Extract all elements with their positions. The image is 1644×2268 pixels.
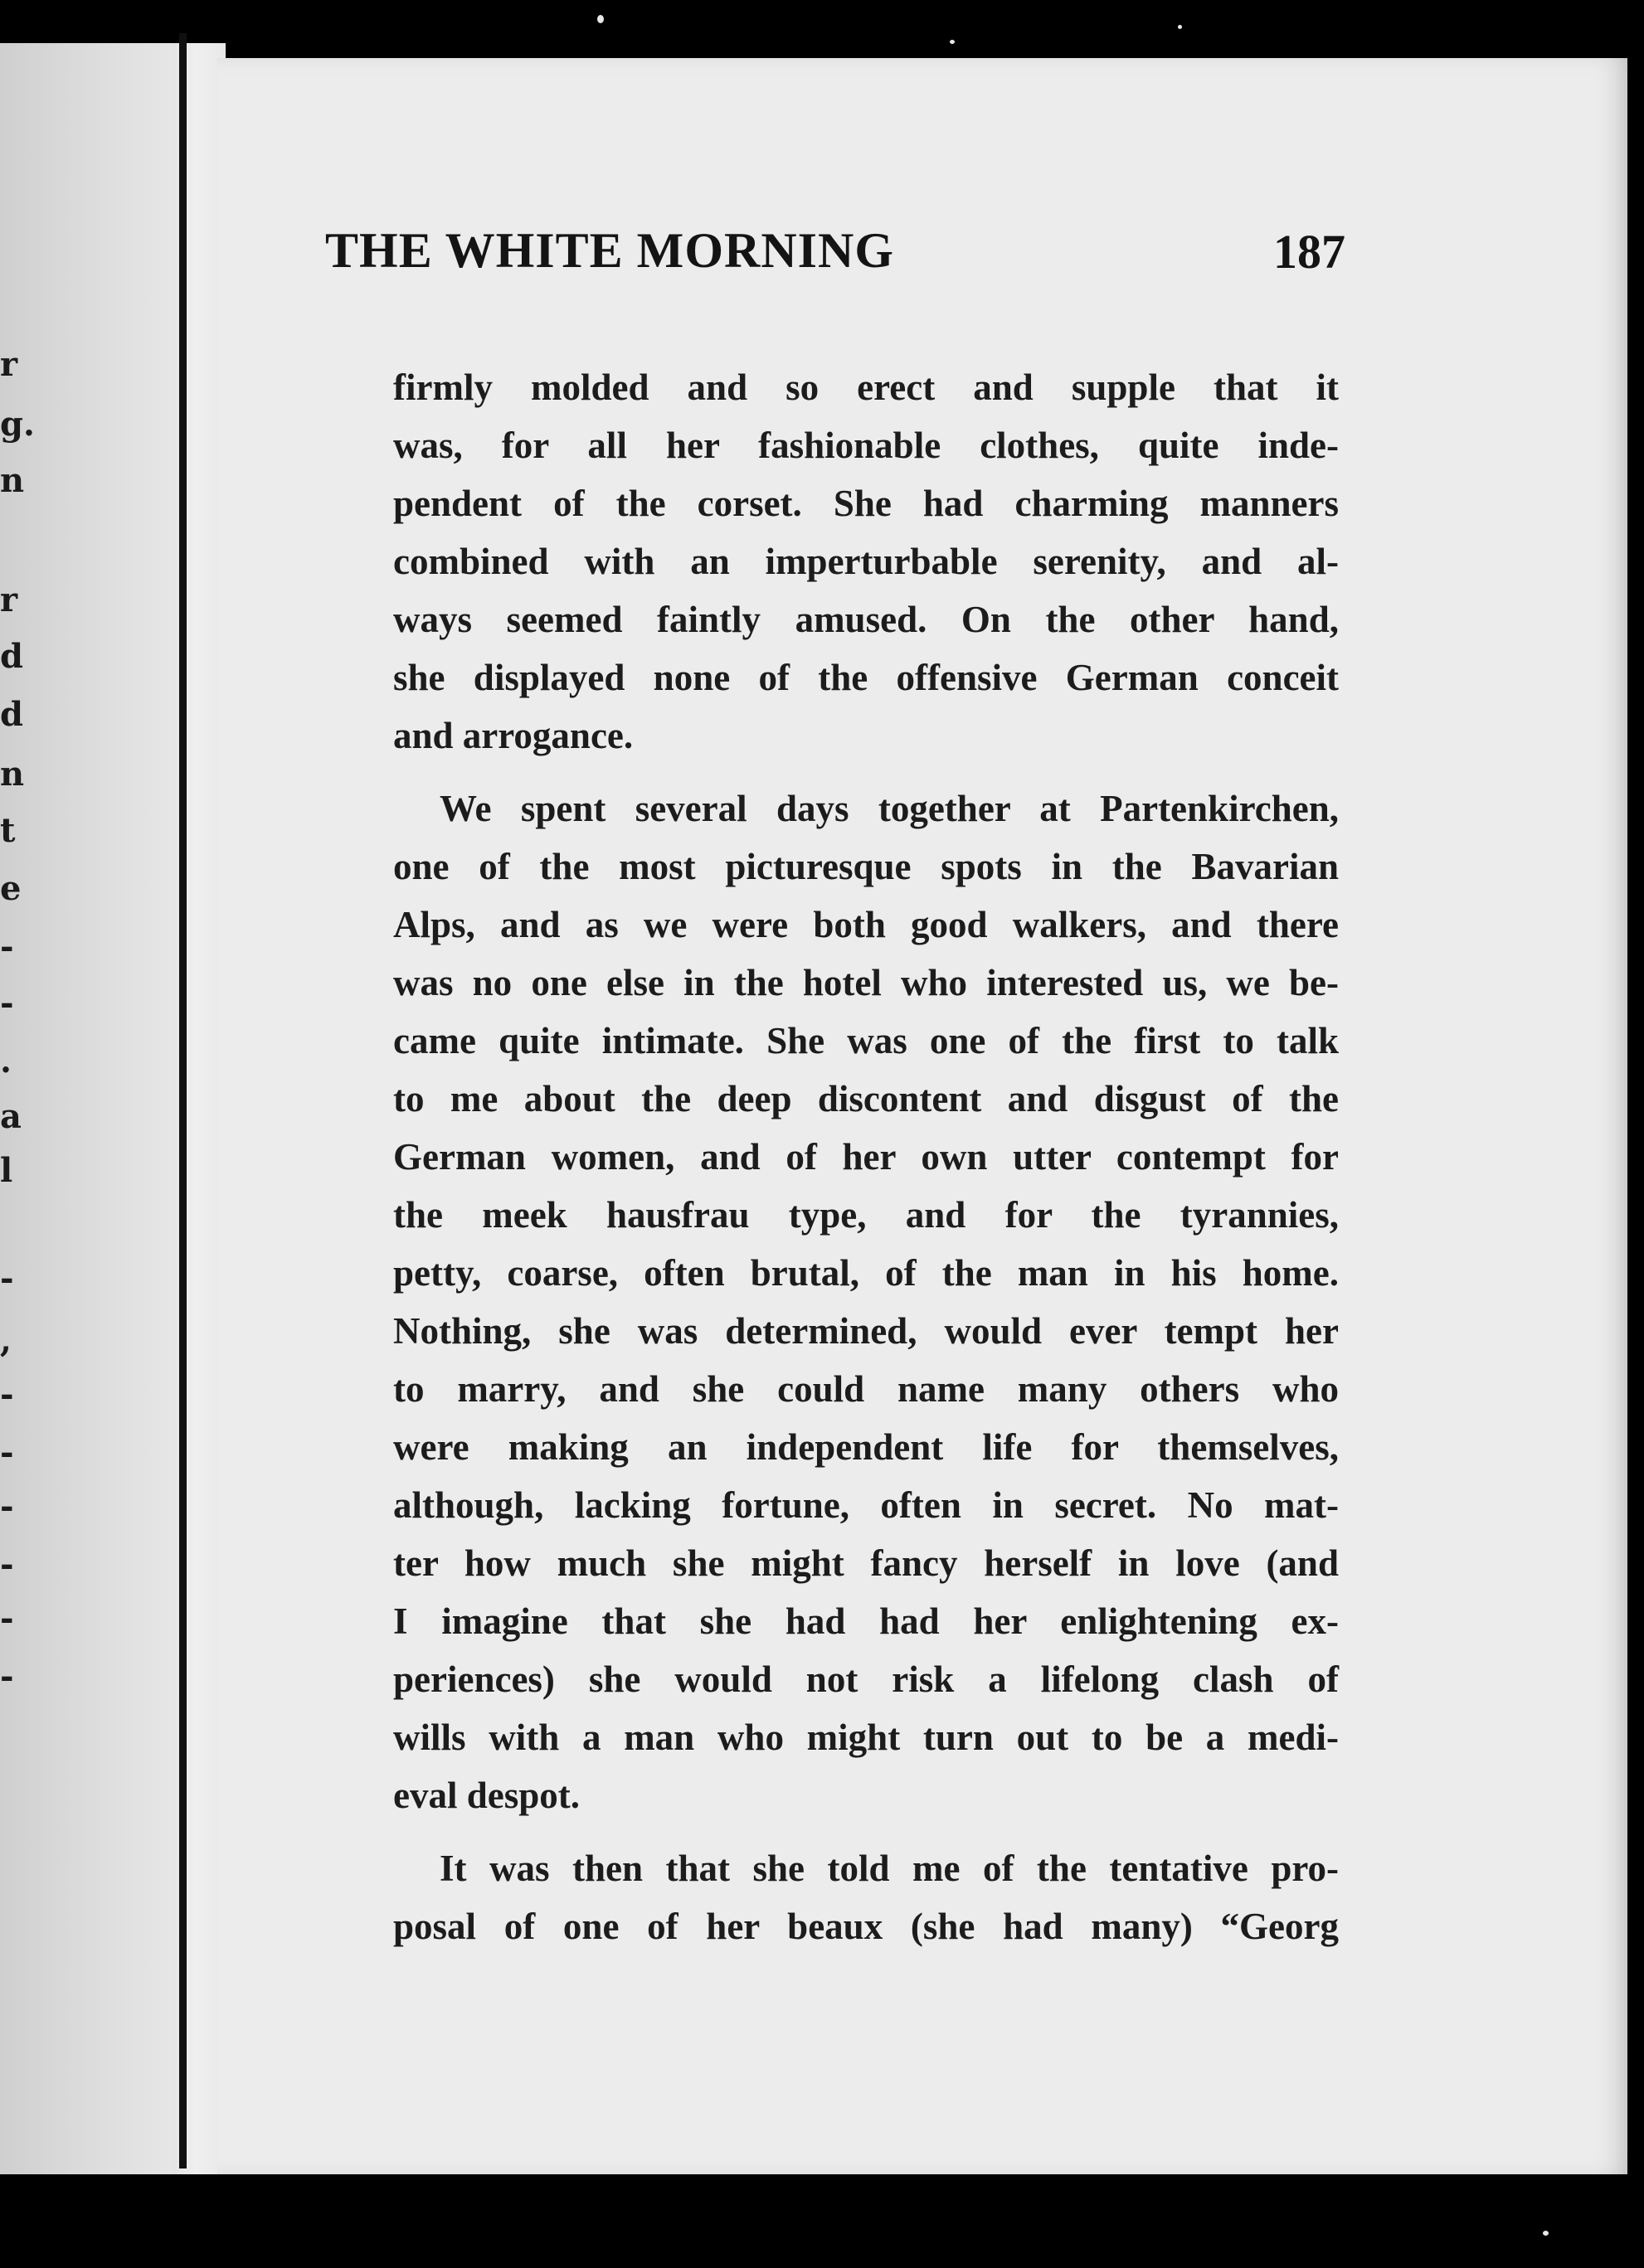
previous-page-fragment: a xyxy=(0,1097,22,1136)
previous-page-fragment: d xyxy=(0,637,23,676)
text-line: periences) she would not risk a lifelong clash of xyxy=(393,1659,1339,1700)
scan-speck xyxy=(597,15,604,23)
text-line: firmly molded and so erect and supple that it xyxy=(393,367,1339,408)
previous-page-fragment: - xyxy=(0,1375,14,1414)
text-line: one of the most picturesque spots in the Bavarian xyxy=(393,846,1339,887)
previous-page-fragment: - xyxy=(0,1259,14,1298)
text-line: Alps, and as we were both good walkers, and there xyxy=(393,904,1339,945)
previous-page-fragment: r xyxy=(0,580,18,619)
text-line: petty, coarse, often brutal, of the man in his home. xyxy=(393,1252,1339,1294)
scan-speck xyxy=(1178,25,1182,29)
text-line: We spent several days together at Partenkirchen, xyxy=(440,788,1339,829)
previous-page-edge xyxy=(0,43,173,2174)
previous-page-fragment: - xyxy=(0,983,14,1022)
body-text xyxy=(393,358,1339,1955)
paragraph xyxy=(393,358,1339,765)
previous-page-fragment: l xyxy=(0,1151,13,1190)
previous-page-fragment: - xyxy=(0,1657,14,1696)
text-line: wills with a man who might turn out to be a medi- xyxy=(393,1717,1339,1758)
scan-speck xyxy=(950,40,955,44)
text-line: I imagine that she had had her enlightening ex- xyxy=(393,1600,1339,1642)
text-line: Nothing, she was determined, would ever tempt her xyxy=(393,1310,1339,1352)
previous-page-fragment: e xyxy=(0,869,22,908)
text-line: combined with an imperturbable serenity, and al- xyxy=(393,541,1339,582)
previous-page-fragment: t xyxy=(0,811,16,850)
previous-page-fragment: - xyxy=(0,927,14,966)
text-line: It was then that she told me of the tentative pro- xyxy=(440,1848,1339,1889)
text-line: German women, and of her own utter contempt for xyxy=(393,1136,1339,1178)
previous-page-fragment: g. xyxy=(0,405,35,444)
running-head xyxy=(325,222,1345,289)
gutter-shadow-line xyxy=(179,33,187,2168)
previous-page-fragment: n xyxy=(0,461,25,500)
text-line: posal of one of her beaux (she had many) “Georg xyxy=(393,1906,1339,1947)
previous-page-fragment: - xyxy=(0,1545,14,1584)
previous-page-fragment: - xyxy=(0,1433,14,1472)
text-line: came quite intimate. She was one of the first to talk xyxy=(393,1020,1339,1061)
previous-page-fragment: , xyxy=(0,1321,12,1360)
text-line: ter how much she might fancy herself in love (and xyxy=(393,1542,1339,1584)
paragraph xyxy=(393,779,1339,1824)
text-line: to marry, and she could name many others who xyxy=(393,1368,1339,1410)
text-line: she displayed none of the offensive German conceit xyxy=(393,657,1339,698)
text-line: pendent of the corset. She had charming manners xyxy=(393,483,1339,524)
text-line: ways seemed faintly amused. On the other hand, xyxy=(393,599,1339,640)
scan-speck xyxy=(1543,2231,1549,2236)
text-line: and arrogance. xyxy=(393,715,634,756)
text-line: was, for all her fashionable clothes, quite inde- xyxy=(393,425,1339,466)
previous-page-fragment: d xyxy=(0,695,23,734)
text-line: eval despot. xyxy=(393,1775,580,1816)
previous-page-fragment: n xyxy=(0,755,25,794)
paragraph xyxy=(393,1839,1339,1955)
previous-page-fragment: . xyxy=(0,1042,12,1081)
previous-page-fragment: - xyxy=(0,1599,14,1638)
text-line: although, lacking fortune, often in secret. No mat- xyxy=(393,1484,1339,1526)
text-line: were making an independent life for themselves, xyxy=(393,1426,1339,1468)
page-number: 187 xyxy=(1273,225,1345,279)
text-line: the meek hausfrau type, and for the tyrannies, xyxy=(393,1194,1339,1236)
previous-page-fragment: - xyxy=(0,1487,14,1526)
previous-page-fragment: r xyxy=(0,345,18,384)
previous-page-text-fragments xyxy=(0,43,173,2174)
running-head-title: THE WHITE MORNING xyxy=(325,223,894,278)
text-line: to me about the deep discontent and disgust of the xyxy=(393,1078,1339,1119)
text-line: was no one else in the hotel who interested us, we be- xyxy=(393,962,1339,1003)
